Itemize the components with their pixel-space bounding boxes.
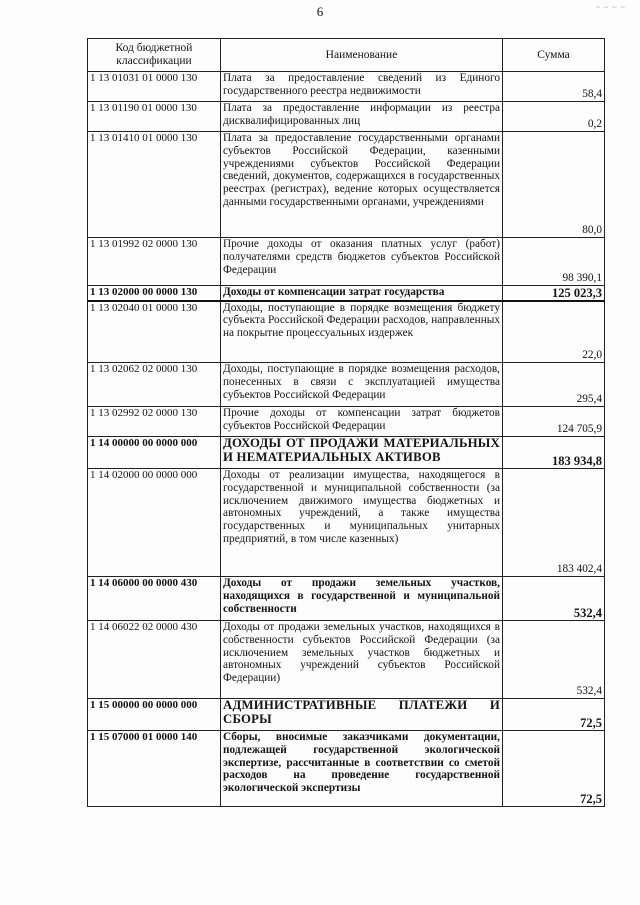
page-number: 6 [316, 4, 324, 19]
row-sum: 72,5 [503, 699, 605, 731]
row-code: 1 15 00000 00 0000 000 [88, 699, 221, 731]
row-code: 1 13 01992 02 0000 130 [88, 238, 221, 286]
corner-mark: ~ ~ ~ ~ [595, 3, 626, 12]
row-sum: 183 402,4 [503, 469, 605, 577]
table-row [88, 102, 605, 132]
row-sum: 58,4 [503, 72, 605, 102]
row-name: Плата за предоставление государственными органами субъектов Российской Федерации, казенными учреждениями субъектов Российской Федерации сведений, документов, содержащихся в государственных реестрах (регистрах), ведение которых осуществляется данными государственными органами, учреждениями [221, 132, 503, 238]
row-sum: 22,0 [503, 301, 605, 363]
row-name: АДМИНИСТРАТИВНЫЕ ПЛАТЕЖИ И СБОРЫ [221, 699, 503, 731]
row-name: Доходы от продажи земельных участков, находящихся в государственной и муниципальной собственности [221, 577, 503, 621]
budget-revenue-table [87, 38, 605, 807]
table-row [88, 238, 605, 286]
row-name: Плата за предоставление информации из реестра дисквалифицированных лиц [221, 102, 503, 132]
table-row-total [88, 577, 605, 621]
row-name: Прочие доходы от оказания платных услуг (работ) получателями средств бюджетов субъектов Российской Федерации [221, 238, 503, 286]
row-name: Доходы от реализации имущества, находящегося в государственной и муниципальной собственности (за исключением движимого имущества бюджетных и автономных учреждений, а также имущества государственных и муниципальных унитарных предприятий, в том числе казенных) [221, 469, 503, 577]
row-sum: 80,0 [503, 132, 605, 238]
row-sum: 98 390,1 [503, 238, 605, 286]
table-row [88, 469, 605, 577]
row-sum: 532,4 [503, 621, 605, 699]
row-code: 1 13 01410 01 0000 130 [88, 132, 221, 238]
row-name: Доходы от продажи земельных участков, находящихся в собственности субъектов Российской Федерации (за исключением земельных участков бюджетных и автономных учреждений субъектов Российской Федерации) [221, 621, 503, 699]
table-row-total [88, 286, 605, 301]
row-sum: 0,2 [503, 102, 605, 132]
table-row-total [88, 731, 605, 807]
row-code: 1 13 01190 01 0000 130 [88, 102, 221, 132]
row-sum: 72,5 [503, 731, 605, 807]
table-row [88, 72, 605, 102]
row-name: Доходы, поступающие в порядке возмещения расходов, понесенных в связи с эксплуатацией имущества субъектов Российской Федерации [221, 363, 503, 407]
row-code: 1 14 06022 02 0000 430 [88, 621, 221, 699]
row-sum: 183 934,8 [503, 437, 605, 469]
header-name: Наименование [221, 39, 503, 72]
row-code: 1 14 00000 00 0000 000 [88, 437, 221, 469]
row-sum: 124 705,9 [503, 407, 605, 437]
header-code: Код бюджетной классификации [88, 39, 221, 72]
table-row [88, 621, 605, 699]
row-name: Доходы от компенсации затрат государства [221, 286, 503, 301]
table-header-row [88, 39, 605, 72]
header-sum: Сумма [503, 39, 605, 72]
row-name: Плата за предоставление сведений из Единого государственного реестра недвижимости [221, 72, 503, 102]
row-sum: 295,4 [503, 363, 605, 407]
table-row [88, 407, 605, 437]
row-code: 1 14 02000 00 0000 000 [88, 469, 221, 577]
table-row [88, 363, 605, 407]
row-code: 1 14 06000 00 0000 430 [88, 577, 221, 621]
table-row-section [88, 437, 605, 469]
row-sum: 125 023,3 [503, 286, 605, 301]
row-name: Прочие доходы от компенсации затрат бюджетов субъектов Российской Федерации [221, 407, 503, 437]
table-row [88, 301, 605, 363]
row-code: 1 13 02000 00 0000 130 [88, 286, 221, 301]
row-name: Доходы, поступающие в порядке возмещения бюджету субъекта Российской Федерации расходов, направленных на покрытие процессуальных издержек [221, 301, 503, 363]
row-code: 1 13 02062 02 0000 130 [88, 363, 221, 407]
table-row-section [88, 699, 605, 731]
table-row [88, 132, 605, 238]
row-code: 1 13 02040 01 0000 130 [88, 301, 221, 363]
row-code: 1 13 01031 01 0000 130 [88, 72, 221, 102]
row-sum: 532,4 [503, 577, 605, 621]
row-name: ДОХОДЫ ОТ ПРОДАЖИ МАТЕРИАЛЬНЫХ И НЕМАТЕРИАЛЬНЫХ АКТИВОВ [221, 437, 503, 469]
row-code: 1 13 02992 02 0000 130 [88, 407, 221, 437]
row-code: 1 15 07000 01 0000 140 [88, 731, 221, 807]
row-name: Сборы, вносимые заказчиками документации, подлежащей государственной экологической экспертизе, рассчитанные в соответствии со сметой расходов на проведение государственной экологической экспертизы [221, 731, 503, 807]
